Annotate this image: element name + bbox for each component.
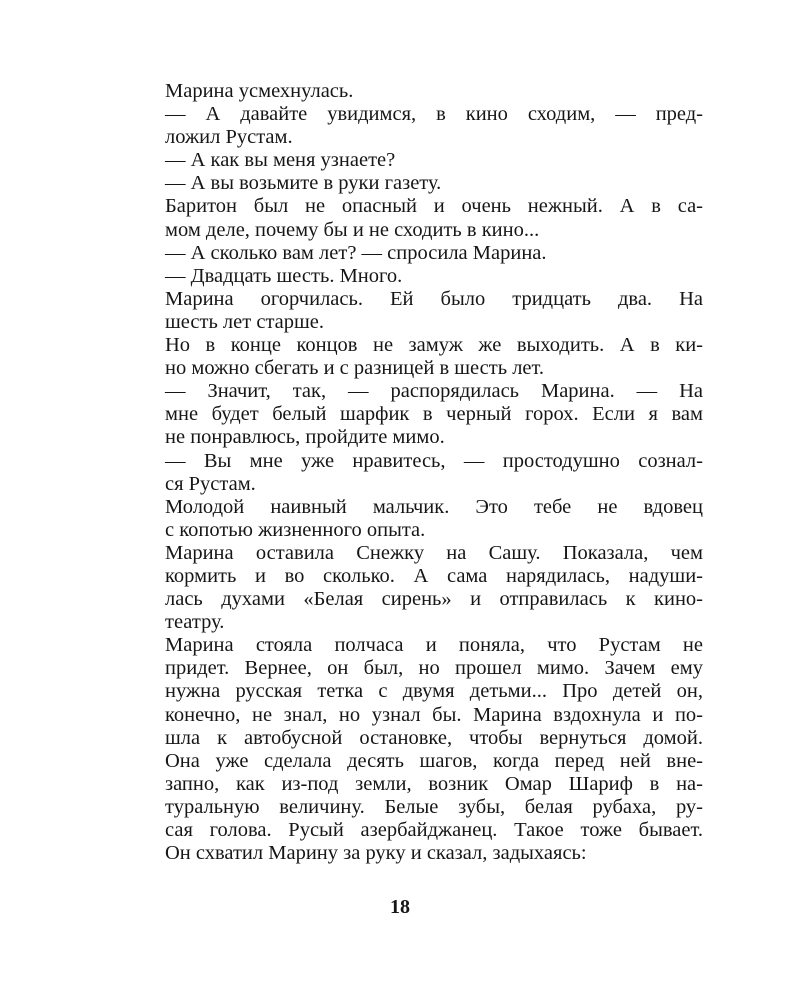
text-line: — Двадцать шесть. Много. (165, 264, 403, 287)
text-line: конечно, не знал, но узнал бы. Марина вздохнула и по- (165, 703, 703, 726)
text-line: — А давайте увидимся, в кино сходим, — пред- (165, 103, 703, 126)
text-line: театру. (165, 611, 225, 634)
paragraph (131, 172, 703, 195)
text-line: мне будет белый шарфик в черный горох. Если я вам (165, 403, 703, 426)
text-line: Марина усмехнулась. (165, 80, 354, 102)
body-text (131, 80, 703, 865)
paragraph (131, 103, 703, 149)
text-line: — А сколько вам лет? — спросила Марина. (165, 241, 547, 264)
paragraph (131, 496, 703, 542)
text-line: — А как вы меня узнаете? (165, 149, 396, 172)
text-line: Марина огорчилась. Ей было тридцать два. На (165, 287, 703, 310)
text-line: но можно сбегать и с разницей в шесть лет. (165, 357, 545, 380)
paragraph (131, 80, 703, 103)
paragraph (131, 288, 703, 334)
text-line: мом деле, почему бы и не сходить в кино... (165, 218, 540, 241)
paragraph (131, 195, 703, 241)
paragraph (131, 380, 703, 449)
paragraph (131, 634, 703, 865)
paragraph (131, 265, 703, 288)
paragraph (131, 542, 703, 634)
text-line: — Значит, так, — распорядилась Марина. — На (165, 380, 703, 403)
paragraph (131, 450, 703, 496)
paragraph (131, 242, 703, 265)
text-line: шесть лет старше. (165, 310, 325, 333)
text-line: Марина оставила Снежку на Сашу. Показала, чем (165, 541, 703, 564)
text-line: Баритон был не опасный и очень нежный. А в са- (165, 195, 703, 218)
text-line: ся Рустам. (165, 472, 256, 495)
paragraph (131, 149, 703, 172)
text-line: не понравлюсь, пройдите мимо. (165, 426, 445, 449)
text-line: кормить и во сколько. А сама нарядилась, надуши- (165, 564, 703, 587)
text-line: — А вы возьмите в руки газету. (165, 172, 442, 195)
text-line: придет. Вернее, он был, но прошел мимо. Зачем ему (165, 657, 703, 680)
page-number: 18 (390, 896, 410, 918)
text-line: ложил Рустам. (165, 126, 293, 149)
text-line: Марина стояла полчаса и поняла, что Рустам не (165, 634, 703, 657)
paragraph (131, 334, 703, 380)
text-line: Он схватил Марину за руку и сказал, задыхаясь: (165, 842, 587, 865)
text-line: шла к автобусной остановке, чтобы вернуться домой. (165, 726, 703, 749)
text-line: Молодой наивный мальчик. Это тебе не вдовец (165, 495, 703, 518)
text-line: Она уже сделала десять шагов, когда перед ней вне- (165, 749, 703, 772)
text-line: нужна русская тетка с двумя детьми... Про детей он, (165, 680, 703, 703)
text-line: туральную величину. Белые зубы, белая рубаха, ру- (165, 795, 703, 818)
text-line: Но в конце концов не замуж же выходить. А в ки- (165, 334, 703, 357)
text-line: запно, как из-под земли, возник Омар Шариф в на- (165, 772, 703, 795)
text-line: с копотью жизненного опыта. (165, 518, 426, 541)
text-line: лась духами «Белая сирень» и отправилась к кино- (165, 588, 703, 611)
text-line: — Вы мне уже нравитесь, — простодушно сознал- (165, 449, 703, 472)
text-line: сая голова. Русый азербайджанец. Такое тоже бывает. (165, 819, 703, 841)
